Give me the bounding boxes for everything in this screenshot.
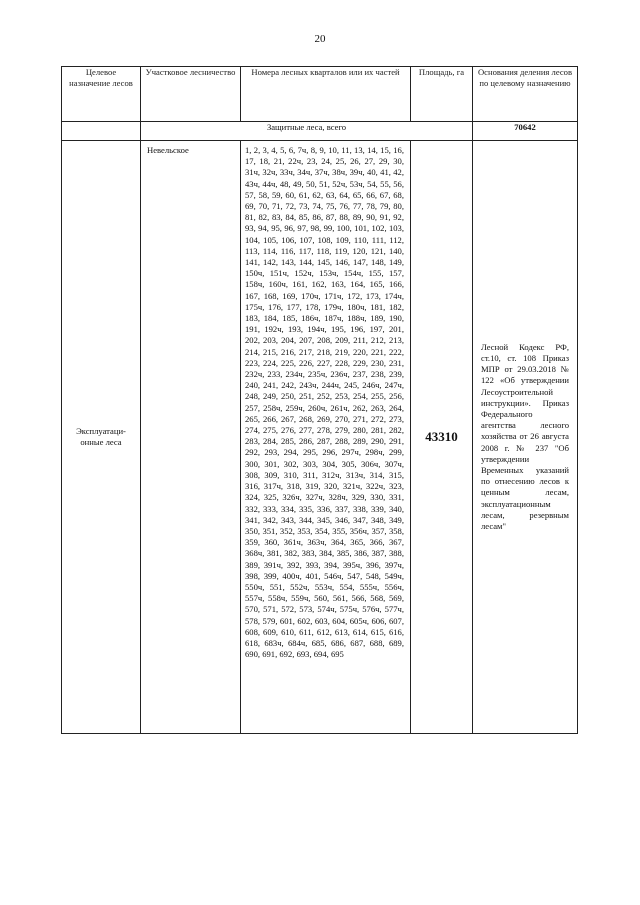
area-cell: 43310 xyxy=(411,141,473,734)
header-area: Площадь, га xyxy=(411,67,473,122)
header-quarters: Номера лесных кварталов или их частей xyxy=(241,67,411,122)
forest-purpose-table xyxy=(61,66,578,734)
total-row xyxy=(62,122,578,141)
district-cell: Невельское xyxy=(141,141,241,734)
total-area: 70642 xyxy=(473,122,578,141)
total-label: Защитные леса, всего xyxy=(141,122,473,141)
header-basis: Основания деления лесов по целевому назначению xyxy=(473,67,578,122)
table-header-row xyxy=(62,67,578,122)
basis-cell: Лесной Кодекс РФ, ст.10, ст. 108 Приказ МПР от 29.03.2018 № 122 «Об утверждении Лесоустроительной инструкции». Приказ Федерального агентства лесного хозяйства от 26 августа 2008 г. № 237 "Об утверждении Временных указаний по отнесению лесов к ценным лесам, эксплуатационным лесам, резервным лесам" xyxy=(473,141,578,734)
page-number: 20 xyxy=(314,33,326,45)
quarters-cell: 1, 2, 3, 4, 5, 6, 7ч, 8, 9, 10, 11, 13, 14, 15, 16, 17, 18, 21, 22ч, 23, 24, 25, 26, 27, 29, 30, 31ч, 32ч, 33ч, 34ч, 37ч, 38ч, 39ч, 40, 41, 42, 43ч, 44ч, 48, 49, 50, 51, 52ч, 53ч, 54, 55, 56, 57, 58, 59, 60, 61, 62, 63, 64, 65, 66, 67, 68, 69, 70, 71, 72, 73, 74, 75, 76, 77, 78, 79, 80, 81, 82, 83, 84, 85, 86, 87, 88, 89, 90, 91, 92, 93, 94, 95, 96, 97, 98, 99, 100, 101, 102, 103, 104, 105, 106, 107, 108, 109, 110, 111, 112, 113, 114, 116, 117, 118, 119, 120, 121, 140, 141, 142, 143, 144, 145, 146, 147, 148, 149, 150ч, 151ч, 152ч, 153ч, 154ч, 155, 157, 158ч, 160ч, 161, 162, 163, 164, 165, 166, 167, 168, 169, 170ч, 171ч, 172, 173, 174ч, 175ч, 176, 177, 178, 179ч, 180ч, 181, 182, 183, 184, 185, 186ч, 187ч, 188ч, 189, 190, 191, 192ч, 193, 194ч, 195, 196, 197, 201, 202, 203, 204, 207, 208, 209, 211, 212, 213, 214, 215, 216, 217, 218, 219, 220, 221, 222, 223, 224, 225, 226, 227, 228, 229, 230, 231, 232ч, 233, 234ч, 235ч, 236ч, 237, 238, 239, 240, 241, 242, 243ч, 244ч, 245, 246ч, 247ч, 248, 249, 250, 251, 252, 253, 254, 255, 256, 257, 258ч, 259ч, 260ч, 261ч, 262, 263, 264, 265, 266, 267, 268, 269, 270, 271, 272, 273, 274, 275, 276, 277, 278, 279, 280, 281, 282, 283, 284, 285, 286, 287, 288, 289, 290, 291, 292, 293, 294, 295, 296, 297ч, 298ч, 299, 300, 301, 302, 303, 304, 305, 306ч, 307ч, 308, 309, 310, 311, 312ч, 313ч, 314, 315, 316, 317ч, 318, 319, 320, 321ч, 322ч, 323, 324, 325, 326ч, 327ч, 328ч, 329, 330, 331, 332, 333, 334, 335, 336, 337, 338, 339, 340, 341, 342, 343, 344, 345, 346, 347, 348, 349, 350, 351, 352, 353, 354, 355, 356ч, 357, 358, 359, 360, 361ч, 363ч, 364, 365, 366, 367, 368ч, 381, 382, 383, 384, 385, 386, 387, 388, 389, 391ч, 392, 393, 394, 395ч, 396, 397ч, 398, 399, 400ч, 401, 546ч, 547, 548, 549ч, 550ч, 551, 552ч, 553ч, 554, 555ч, 556ч, 557ч, 558ч, 559ч, 560, 561, 566, 568, 569, 570, 571, 572, 573, 574ч, 575ч, 576ч, 577ч, 578, 579, 601, 602, 603, 604, 605ч, 606, 607, 608, 609, 610, 611, 612, 613, 614, 615, 616, 618, 683ч, 684ч, 685, 686, 687, 688, 689, 690, 691, 692, 693, 694, 695 xyxy=(241,141,411,734)
header-district: Участковое лесничество xyxy=(141,67,241,122)
header-purpose: Целевое назначение лесов xyxy=(62,67,141,122)
purpose-cell: Эксплуатаци-онные леса xyxy=(62,141,141,734)
table-row xyxy=(62,141,578,734)
